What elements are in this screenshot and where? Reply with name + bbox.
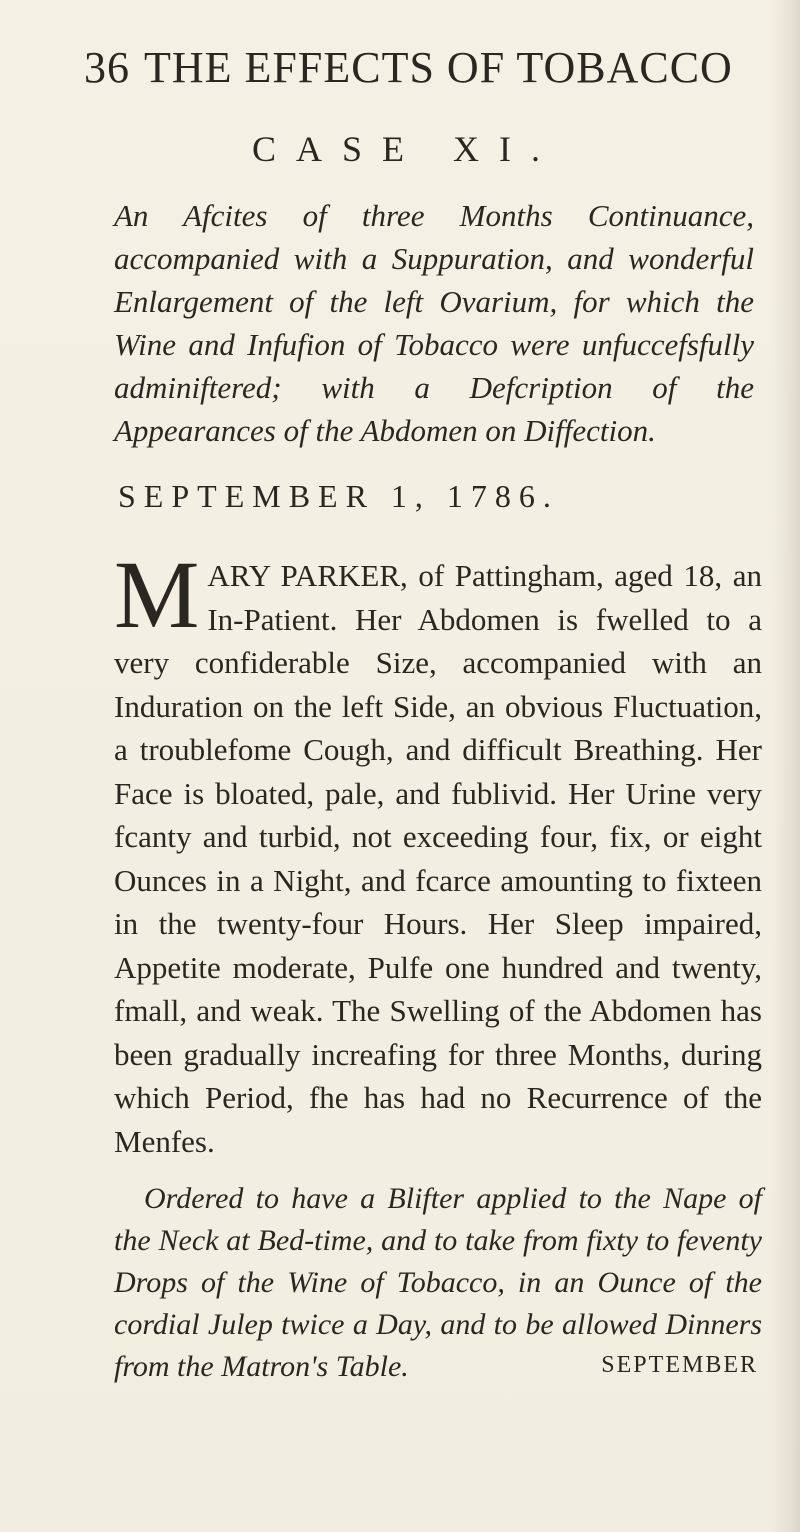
case-summary: An Afcites of three Months Continuance, accompanied with a Suppuration, and wonderful Enlargement of the left Ovarium, for which the Wine and Infufion of Tobacco were unfuccefsfully adminiftered; with a Defcription of the Appearances of the Abdomen on Diffection. [114, 198, 754, 448]
catchword: SEPTEMBER [601, 1352, 758, 1378]
drop-cap: M [114, 541, 200, 648]
date-line: SEPTEMBER 1, 1786. [118, 478, 559, 514]
page-header [84, 42, 733, 93]
case-body-text: ARY PARKER, of Pattingham, aged 18, an In-Patient. Her Abdomen is fwelled to a very confiderable Size, accompanied with an Induration on the left Side, an obvious Fluctuation, a troublefome Cough, and difficult Breathing. Her Face is bloated, pale, and fublivid. Her Urine very fcanty and turbid, not exceeding four, fix, or eight Ounces in a Night, and fcarce amounting to fixteen in the twenty-four Hours. Her Sleep impaired, Appetite moderate, Pulfe one hundred and twenty, fmall, and weak. The Swelling of the Abdomen has been gradually increafing for three Months, during which Period, fhe has had no Recurrence of the Menfes. [114, 558, 762, 1159]
case-title: CASE XI. [251, 129, 560, 169]
treatment-order: Ordered to have a Blifter applied to the Nape of the Neck at Bed-time, and to take from fixty to feventy Drops of the Wine of Tobacco, in an Ounce of the cordial Julep twice a Day, and to be allowed Dinners from the Matron's Table. [114, 1182, 762, 1383]
page-number: 36 [84, 43, 130, 92]
case-body [114, 541, 762, 1163]
running-title: THE EFFECTS OF TOBACCO [144, 43, 733, 92]
